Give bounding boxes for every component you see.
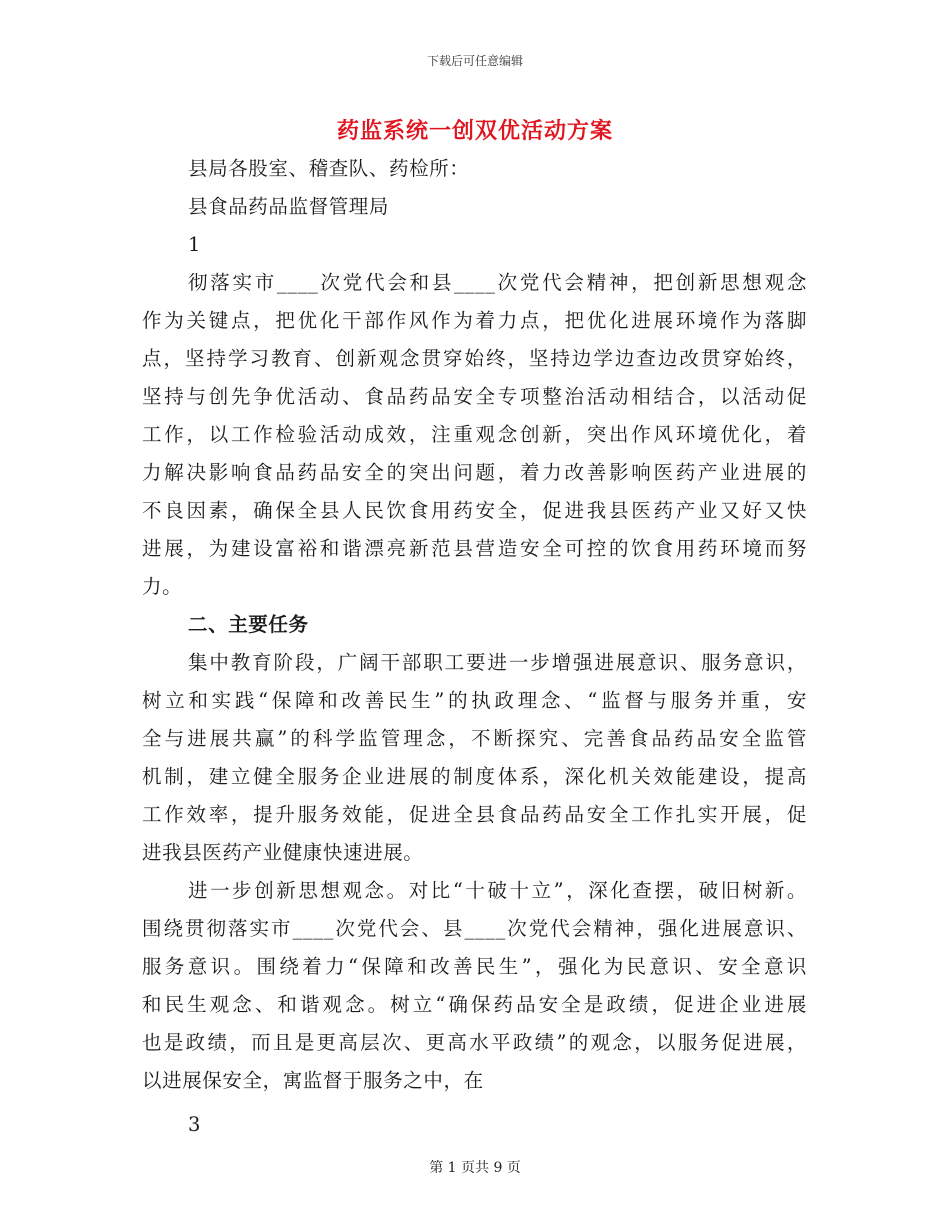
- paragraph-line: 作为关键点，把优化干部作风作为着力点，把优化进展环境作为落脚: [142, 309, 807, 332]
- issuer-line: 县食品药品监督管理局: [188, 195, 390, 218]
- page-marker: 1: [188, 233, 202, 256]
- salutation-line: 县局各股室、稽查队、药检所：: [188, 157, 470, 180]
- paragraph-line: 围绕贯彻落实市____次党代会、县____次党代会精神，强化进展意识、: [142, 917, 807, 940]
- page-marker: 3: [188, 1113, 202, 1136]
- paragraph-line: 树立和实践“保障和改善民生”的执政理念、“监督与服务并重，安: [142, 689, 807, 712]
- paragraph-line: 彻落实市____次党代会和县____次党代会精神，把创新思想观念: [188, 271, 807, 294]
- paragraph-line: 服务意识。围绕着力“保障和改善民生”，强化为民意识、安全意识: [142, 955, 807, 978]
- page-number: 第 1 页共 9 页: [429, 1160, 521, 1176]
- paragraph-line: 力解决影响食品药品安全的突出问题，着力改善影响医药产业进展的: [142, 461, 807, 484]
- paragraph-line: 坚持与创先争优活动、食品药品安全专项整治活动相结合，以活动促: [142, 385, 807, 408]
- paragraph-line: 不良因素，确保全县人民饮食用药安全，促进我县医药产业又好又快: [142, 499, 807, 522]
- document-title: 药监系统一创双优活动方案: [336, 118, 613, 144]
- paragraph-line: 点，坚持学习教育、创新观念贯穿始终，坚持边学边查边改贯穿始终，: [142, 347, 807, 370]
- paragraph-line: 集中教育阶段，广阔干部职工要进一步增强进展意识、服务意识，: [188, 651, 807, 674]
- paragraph-line: 工作效率，提升服务效能，促进全县食品药品安全工作扎实开展，促: [142, 803, 807, 826]
- paragraph-line: 机制，建立健全服务企业进展的制度体系，深化机关效能建设，提高: [142, 765, 807, 788]
- paragraph-line: 进一步创新思想观念。对比“十破十立”，深化查摆，破旧树新。: [188, 879, 807, 902]
- paragraph-line: 进展，为建设富裕和谐漂亮新范县营造安全可控的饮食用药环境而努: [142, 537, 807, 560]
- document-body: [142, 150, 807, 1144]
- paragraph-line: 以进展保安全，寓监督于服务之中，在: [142, 1069, 484, 1092]
- header-note: 下载后可任意编辑: [426, 54, 523, 68]
- paragraph-line: 工作，以工作检验活动成效，注重观念创新，突出作风环境优化，着: [142, 423, 807, 446]
- paragraph-line: 和民生观念、和谐观念。树立“确保药品安全是政绩，促进企业进展: [142, 993, 807, 1016]
- paragraph-line: 力。: [142, 575, 183, 598]
- section-heading: 二、主要任务: [188, 613, 309, 636]
- paragraph-line: 进我县医药产业健康快速进展。: [142, 841, 424, 864]
- paragraph-line: 也是政绩，而且是更高层次、更高水平政绩”的观念，以服务促进展，: [142, 1031, 807, 1054]
- paragraph-line: 全与进展共赢”的科学监管理念，不断探究、完善食品药品安全监管: [142, 727, 807, 750]
